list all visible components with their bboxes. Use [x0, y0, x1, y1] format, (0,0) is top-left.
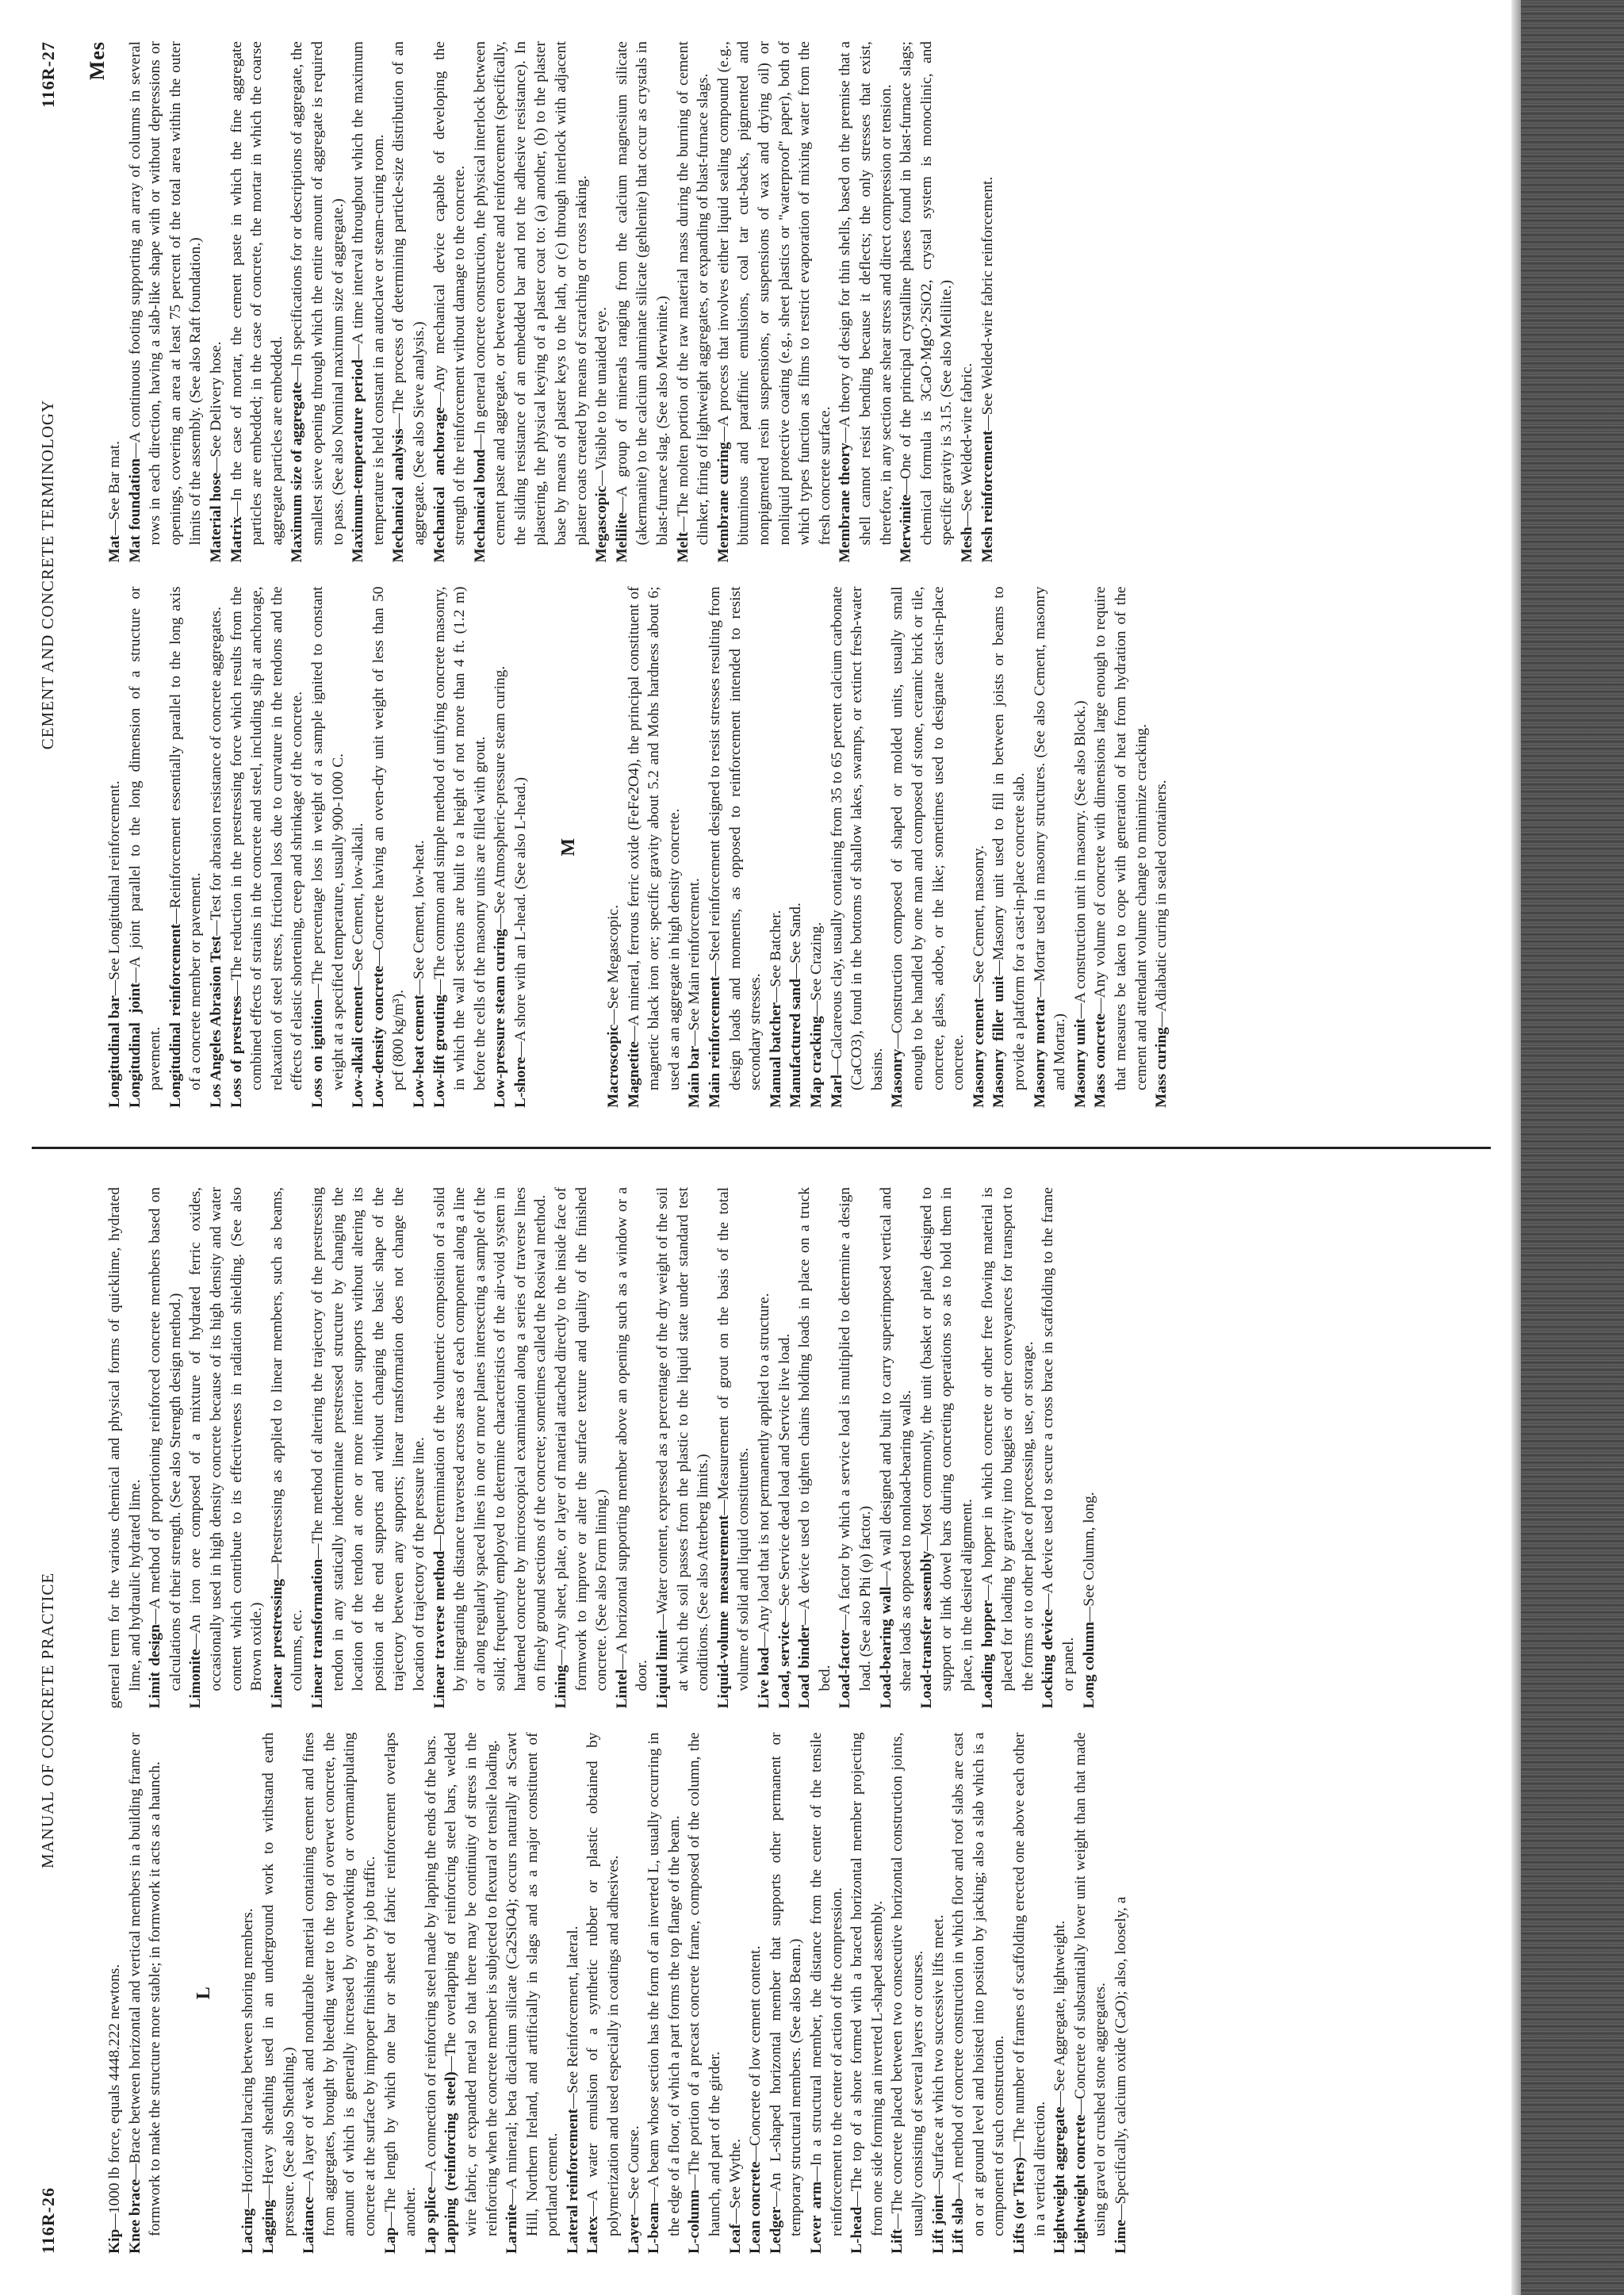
glossary-definition: —See Wythe. [726, 2139, 744, 2224]
glossary-entry [806, 1733, 847, 2255]
glossary-entry [624, 587, 685, 1109]
glossary-term: Lift [889, 2228, 906, 2254]
glossary-term: Material hose [207, 472, 224, 563]
glossary-definition: —A device used to tighten chains holding loads in place on a truck bed. [796, 1187, 833, 1692]
glossary-definition: —Horizontal bracing between shoring members. [239, 1908, 257, 2209]
glossary-entry [673, 41, 714, 563]
glossary-term: Load binder [796, 1624, 814, 1709]
glossary-entry [612, 41, 673, 563]
left-column-2 [105, 1187, 1443, 1709]
glossary-term: Load-transfer assembly [917, 1550, 935, 1709]
glossary-definition: —The method of altering the trajectory of the prestressing tendon in any statically indeterminate prestressed structure by changing the location of the tendon at one or more interior supports without altering its position at the end supports and without changing the basic shape of the trajectory between any supports; linear transformation does not change the location of trajectory of the pressure line. [308, 1187, 427, 1692]
glossary-definition: —Steel reinforcement designed to resist stresses resulting from design loads and moments, as opposed to reinforcement intended to resist secondary stresses. [707, 586, 764, 1090]
glossary-definition: —Concrete of substantially lower unit weight than that made using gravel or crushed stone aggregates. [1071, 1732, 1109, 2236]
glossary-entry [227, 587, 308, 1109]
glossary-entry [745, 1733, 766, 2255]
glossary-entry [348, 587, 369, 1109]
glossary-entry [957, 41, 978, 563]
section-letter-l: L [193, 1987, 214, 2000]
glossary-entry [978, 1187, 1039, 1709]
glossary-term: Lift slab [950, 2197, 967, 2254]
glossary-entry [238, 1733, 259, 2255]
glossary-definition: —Any load that is not permanently applied to a structure. [756, 1293, 772, 1648]
glossary-term: Mass concrete [1092, 1013, 1109, 1108]
glossary-entry [490, 587, 511, 1109]
glossary-entry [929, 1733, 949, 2255]
glossary-definition: —See Main reinforcement. [686, 878, 703, 1046]
glossary-definition: —In general concrete construction, the physical interlock between cement paste and aggregate, or between concrete and reinforcement (specifically, the sliding resistance of an embedded bar and not the adhesive resistance). In plastering, the physical keying of a plaster coat to: (a) another, (b) to the plaster base by means of plaster keys to the lath, or (c) through interlock with adjacent plaster coats created by means of scratching or cross raking. [471, 41, 590, 546]
glossary-term: Macroscopic [605, 1024, 622, 1108]
glossary-definition: —In a structural member, the distance from the center of the tensile reinforcement to the center of action of the compression. [808, 1732, 845, 2236]
glossary-definition: —The common and simple method of unifying concrete masonry, in which the wall sections are built to a height of not more than 4 ft. (1.2 m) before the cells of the masonry units are filled with grout. [431, 586, 488, 1090]
glossary-term: Low-lift grouting [431, 994, 448, 1108]
glossary-term: L-shore [511, 1056, 529, 1108]
glossary-term: Linear prestressing [268, 1579, 285, 1709]
glossary-term: Linear transformation [308, 1558, 326, 1709]
glossary-entry [369, 587, 409, 1109]
glossary-term: Long column [1080, 1622, 1097, 1709]
glossary-entry [684, 1733, 725, 2255]
glossary-entry [227, 41, 288, 563]
glossary-term: Lap splice [422, 2186, 439, 2254]
glossary-term: Masonry mortar [1031, 997, 1048, 1108]
scanner-edge-highlight [1511, 0, 1521, 2295]
glossary-term: Mechanical analysis [390, 428, 408, 563]
glossary-definition: —Specifically, calcium oxide (CaO); also, loosely, a [1112, 1896, 1129, 2220]
glossary-entry [827, 587, 888, 1109]
glossary-definition: —See Cement, masonry. [970, 845, 987, 998]
glossary-entry [430, 41, 470, 563]
glossary-term: Layer [625, 2214, 642, 2254]
glossary-term: Mechanical anchorage [431, 407, 448, 563]
glossary-entry [766, 587, 787, 1109]
glossary-definition: —A theory of design for thin shells, based on the premise that a shell cannot resist bending because it deflects; the only stresses that exist, therefore, in any section are shear stress and direct compression or tension. [837, 41, 894, 546]
glossary-definition: general term for the various chemical and physical forms of quicklime, hydrated lime, and hydraulic hydrated lime. [106, 1187, 144, 1709]
glossary-entry [145, 1187, 186, 1709]
glossary-entry [847, 1733, 887, 2255]
glossary-definition: —The length by which one bar or sheet of fabric reinforcement overlaps another. [381, 1732, 419, 2236]
glossary-entry [348, 41, 389, 563]
glossary-entry [421, 1733, 442, 2255]
glossary-term: Low-heat cement [410, 994, 427, 1108]
glossary-entry [299, 1733, 380, 2255]
glossary-term: Maximum size of aggregate [289, 381, 306, 563]
glossary-term: Los Angeles Abrasion Test [207, 935, 224, 1108]
glossary-term: Megascopic [593, 485, 611, 563]
glossary-definition: —In specifications for or descriptions of aggregate, the smallest sieve opening through which the entire amount of aggregate is required to pass. (See also Nominal maximum size of aggregate.) [289, 41, 347, 546]
glossary-definition: —The portion of a precast concrete frame, composed of the column, the haunch, and part of the girder. [686, 1732, 724, 2236]
glossary-term: Mat foundation [126, 458, 144, 563]
glossary-term: Low-pressure steam curing [492, 929, 509, 1108]
left-page [32, 1171, 1491, 2270]
glossary-term: Ledger [767, 2206, 784, 2254]
glossary-definition: —An L-shaped horizontal member that supports other permanent or temporary structural members. (See also Beam.) [767, 1732, 805, 2236]
glossary-definition: —A water emulsion of a synthetic rubber or plastic obtained by polymerization and used especially in coatings and adhesives. [584, 1732, 622, 2236]
glossary-entry [125, 1733, 166, 2255]
glossary-entry [125, 587, 166, 1109]
glossary-entry [612, 1187, 653, 1709]
glossary-definition: —The molten portion of the raw material mass during the burning of cement clinker, firing of lightweight aggregates, or expanding of blast-furnace slags. [674, 41, 712, 546]
glossary-entry [105, 587, 125, 1109]
glossary-definition: —Water content, expressed as a percentage of the dry weight of the soil at which the soil passes from the plastic to the liquid state under standard test conditions. (See also Atterberg limits.) [654, 1187, 712, 1692]
glossary-definition: —Heavy sheathing used in an underground work to withstand earth pressure. (See also Sheathing.) [259, 1732, 297, 2236]
glossary-definition: —See Column, long. [1080, 1492, 1097, 1623]
glossary-term: Membrane theory [837, 443, 854, 563]
glossary-definition: —The top of a shore formed with a braced horizontal member projecting from one side forming an inverted L-shaped assembly. [848, 1732, 886, 2236]
glossary-entry [551, 1187, 612, 1709]
glossary-entry [948, 1733, 1009, 2255]
glossary-entry [267, 1187, 308, 1709]
glossary-entry [887, 587, 968, 1109]
glossary-term: Maximum-temperature period [350, 359, 367, 563]
glossary-entry [1111, 1733, 1132, 2255]
glossary-definition: —Visible to the unaided eye. [593, 307, 611, 486]
glossary-entry [766, 1733, 806, 2255]
glossary-entry [1071, 587, 1091, 1109]
glossary-term: L-beam [645, 2202, 663, 2254]
glossary-term: Lever arm [808, 2181, 825, 2254]
glossary-entry [206, 587, 227, 1109]
glossary-definition: —Determination of the volumetric composition of a solid by integrating the distance traversed across areas of each component along a line or along regularly spaced lines in one or more planes intersecting a sample of the solid; frequently employed to determine characteristics of the air-void system in hardened concrete by microscopical examination along a series of traverse lines on finely ground sections of the concrete; sometimes called the Rosiwal method. [431, 1187, 550, 1692]
glossary-term: Masonry unit [1071, 1018, 1089, 1108]
glossary-entry [603, 587, 624, 1109]
glossary-entry [206, 41, 227, 563]
right-running-title: CEMENT AND CONCRETE TERMINOLOGY [38, 399, 57, 750]
glossary-entry [308, 1187, 430, 1709]
glossary-term: Main bar [686, 1045, 703, 1108]
glossary-entry [714, 1187, 754, 1709]
glossary-definition: —In the case of mortar, the cement paste in which the fine aggregate particles are embedded; in the case of concrete, the mortar in which the coarse aggregate particles are embedded. [228, 41, 285, 546]
glossary-term: Latex [584, 2216, 602, 2254]
glossary-entry [389, 41, 429, 563]
glossary-entry [1038, 1187, 1078, 1709]
glossary-term: Knee brace [126, 2178, 144, 2254]
left-folio: 116R-26 [38, 2187, 58, 2254]
glossary-term: Lining [553, 1665, 570, 1709]
glossary-term: Lagging [259, 2200, 277, 2254]
glossary-term: Mechanical bond [471, 449, 488, 563]
glossary-definition: —See Course. [625, 2125, 642, 2215]
glossary-term: Membrane curing [714, 442, 732, 563]
glossary-entry [705, 587, 766, 1109]
glossary-definition: —A factor by which a service load is multiplied to determine a design load. (See also Phi (φ) factor.) [837, 1187, 874, 1692]
glossary-term: Load-bearing wall [877, 1586, 894, 1709]
glossary-entry [835, 1187, 875, 1709]
glossary-term: Lift joint [929, 2194, 947, 2254]
glossary-entry [887, 1733, 928, 2255]
glossary-term: Loss of prestress [228, 995, 245, 1108]
glossary-definition: —A layer of weak and nondurable material containing cement and fines from aggregates, brought by bleeding water to the top of overwet concrete, the amount of which is generally increased by overworking or overmanipulating concrete at the surface by improper finishing or by job traffic. [301, 1732, 378, 2236]
glossary-term: Magnetite [625, 1041, 642, 1108]
glossary-definition: —See Welded-wire fabric reinforcement. [979, 176, 996, 431]
glossary-term: Merwinite [898, 494, 915, 563]
glossary-term: Longitudinal bar [106, 995, 123, 1108]
scanner-edge [1521, 0, 1624, 2295]
glossary-term: L-column [686, 2190, 703, 2254]
glossary-entry [876, 1187, 917, 1709]
glossary-definition: —A continuous footing supporting an array of columns in several rows in each direction, having a slab-like shape with or without depressions or openings, covering an area at least 75 percent of the total area within the outer limits of the assembly. (See also Raft foundation.) [126, 41, 205, 546]
glossary-term: Liquid limit [654, 1629, 672, 1709]
glossary-definition: —Surface at which two successive lifts meet. [929, 1914, 947, 2195]
glossary-definition: —Reinforcement essentially parallel to the long axis of a concrete member or pavement. [167, 586, 205, 1090]
glossary-definition: —See Crazing. [808, 921, 825, 1017]
glossary-entry [1079, 1187, 1100, 1709]
glossary-definition: —See Longitudinal reinforcement. [106, 780, 123, 996]
glossary-entry [795, 1187, 835, 1709]
right-column-2 [105, 41, 1443, 563]
glossary-definition: —See Bar mat. [106, 441, 123, 536]
left-running-head [38, 1187, 70, 2254]
glossary-entry [1050, 1733, 1071, 2255]
glossary-entry [714, 41, 836, 563]
left-column-1 [105, 1733, 1443, 2255]
glossary-term: Lifts (or Tiers) [1010, 2157, 1028, 2254]
glossary-entry [653, 1187, 714, 1709]
glossary-entry [430, 587, 491, 1109]
glossary-term: Lean concrete [747, 2161, 764, 2254]
glossary-term: Leaf [726, 2224, 744, 2254]
glossary-entry [726, 1733, 746, 2255]
glossary-term: Lateral reinforcement [564, 2109, 581, 2254]
glossary-definition: —See Aggregate, lightweight. [1051, 1920, 1069, 2107]
glossary-entry [896, 41, 957, 563]
glossary-term: Linear traverse method [431, 1550, 448, 1709]
glossary-entry [969, 587, 990, 1109]
right-column-1 [105, 587, 1443, 1109]
glossary-definition: —A device used to secure a cross brace in scaffolding to the frame or panel. [1040, 1187, 1077, 1692]
glossary-definition: —See Reinforcement, lateral. [564, 1925, 581, 2109]
glossary-term: Main reinforcement [707, 976, 724, 1108]
glossary-term: Liquid-volume measurement [714, 1515, 732, 1709]
glossary-definition: —One of the principal crystalline phases found in blast-furnace slags; chemical formula is 3CaO·MgO·2SiO2, crystal system is monoclinic, and specific gravity is 3.15. (See also Melilite.) [898, 41, 956, 546]
glossary-definition: —The process of determining particle-size distribution of an aggregate. (See also Sieve analysis.) [390, 41, 427, 546]
glossary-entry [409, 587, 430, 1109]
glossary-definition: —Prestressing as applied to linear members, such as beams, columns, etc. [268, 1187, 306, 1692]
glossary-definition: —Concrete of low cement content. [747, 1945, 764, 2162]
glossary-definition: —The reduction in the prestressing force which results from the combined effects of strains in the concrete and steel, including slip at anchorage, relaxation of steel stress, frictional loss due to curvature in the tendons and the effects of elastic shortening, creep and shrinkage of the concrete. [228, 586, 306, 1090]
page-gutter [32, 1147, 1491, 1149]
glossary-definition: —Brace between horizontal and vertical members in a building frame or formwork to make the structure more stable; in formwork it acts as a haunch. [126, 1732, 164, 2236]
glossary-entry [511, 587, 531, 1109]
section-letter-m: M [558, 837, 580, 856]
glossary-entry [644, 1733, 684, 2255]
glossary-term: Load, service [776, 1621, 793, 1709]
glossary-entry [186, 1187, 266, 1709]
glossary-term: Limit design [147, 1624, 164, 1709]
glossary-definition: —A time interval throughout which the maximum temperature is held constant in an autoclave or steam-curing room. [350, 41, 387, 546]
glossary-term: Lacing [239, 2208, 257, 2254]
glossary-definition: —The number of frames of scaffolding erected one above each other in a vertical direction. [1010, 1732, 1048, 2236]
glossary-term: Longitudinal joint [126, 983, 144, 1108]
glossary-definition: —A beam whose section has the form of an inverted L, usually occurring in the edge of a floor, of which a part forms the top flange of the beam. [645, 1732, 683, 2236]
glossary-term: Low-alkali cement [350, 986, 367, 1108]
glossary-term: Manual batcher [767, 1002, 784, 1108]
glossary-term: Melilite [613, 511, 630, 563]
glossary-entry [502, 1733, 563, 2255]
glossary-term: Live load [756, 1647, 772, 1709]
glossary-definition: —A method of concrete construction in which floor and roof slabs are cast on or at ground level and hoisted into position by jacking; also a slab which is a component of such construction. [950, 1732, 1008, 2236]
glossary-entry [105, 41, 125, 563]
glossary-definition: —The overlapping of reinforcing steel bars, welded wire fabric, or expanded metal so that there may be continuity of stress in the reinforcing when the concrete member is subjected to flexural or tensile loading. [442, 1732, 500, 2236]
glossary-definition: —The concrete placed between two consecutive horizontal construction joints, usually consisting of several layers or courses. [889, 1732, 926, 2236]
glossary-entry [287, 41, 348, 563]
glossary-term: Lintel [613, 1669, 630, 1709]
glossary-definition: —See Batcher. [767, 910, 784, 1002]
glossary-term: Limonite [187, 1649, 205, 1709]
glossary-entry [1030, 587, 1071, 1109]
glossary-entry [1009, 1733, 1050, 2255]
glossary-entry [308, 587, 348, 1109]
glossary-term: Kip [106, 2228, 123, 2254]
glossary-definition: —The percentage loss in weight of a sample ignited to constant weight at a specified temperature, usually 900-1000 C. [308, 586, 347, 1090]
glossary-entry [470, 41, 592, 563]
glossary-entry [441, 1733, 502, 2255]
glossary-term: Locking device [1040, 1608, 1057, 1709]
glossary-definition: —Adiabatic curing in sealed containers. [1153, 780, 1170, 1028]
glossary-term: Lightweight aggregate [1051, 2106, 1069, 2254]
glossary-term: Masonry filler unit [990, 975, 1008, 1108]
glossary-entry [917, 1187, 978, 1709]
glossary-entry [754, 1187, 775, 1709]
glossary-definition: —Concrete having an oven-dry unit weight of less than 50 pcf (800 kg/m³). [370, 586, 408, 1090]
glossary-definition: —Any sheet, plate, or layer of material attached directly to the inside face of formwork to improve or alter the surface texture and quality of the finished concrete. (See also Form lining.) [553, 1187, 611, 1692]
glossary-definition: —A mineral; beta dicalcium silicate (Ca2SiO4); occurs naturally at Scawt Hill, Northern Ireland, and artificially in slags and as a major constituent of portland cement. [504, 1732, 561, 2236]
glossary-entry [1090, 587, 1151, 1109]
glossary-term: Mat [106, 535, 123, 563]
glossary-entry [978, 41, 998, 563]
glossary-term: Matrix [228, 516, 245, 563]
glossary-definition: —Measurement of grout on the basis of the total volume of solid and liquid constituents. [714, 1187, 753, 1692]
glossary-term: Manufactured sand [787, 979, 805, 1108]
glossary-definition: —A wall designed and built to carry superimposed vertical and shear loads as opposed to nonload-bearing walls. [877, 1187, 915, 1692]
glossary-entry [259, 1733, 299, 2255]
glossary-definition: —Most commonly, the unit (basket or plate) designed to support or link dowel bars during concreting operations so as to hold them in place, in the desired alignment. [917, 1187, 975, 1692]
glossary-entry [105, 1733, 125, 2255]
glossary-entry [786, 587, 806, 1109]
right-folio: 116R-27 [38, 41, 58, 108]
glossary-term: Lightweight concrete [1071, 2114, 1089, 2254]
glossary-definition: —See Delivery hose. [207, 341, 224, 473]
glossary-definition: —Calcareous clay, usually containing from 35 to 65 percent calcium carbonate (CaCO3), found in the bottoms of shallow lakes, swamps, or extinct fresh-water basins. [828, 586, 886, 1090]
glossary-definition: —Test for abrasion resistance of concrete aggregates. [207, 607, 224, 936]
glossary-entry [105, 1187, 145, 1709]
glossary-definition: —An iron ore composed of a mixture of hydrated ferric oxides, occasionally used in high density concrete because of its high density and water content which contribute to its effectiveness in radiation shielding. (See also Brown oxide.) [187, 1187, 266, 1692]
glossary-term: Laitance [301, 2196, 318, 2254]
glossary-term: Marl [828, 1075, 845, 1108]
glossary-entry [166, 587, 206, 1109]
glossary-definition: —A shore with an L-head. (See also L-head.) [511, 777, 529, 1057]
glossary-definition: —Masonry unit used to fill in between joists or beams to provide a platform for a cast-in-place concrete slab. [990, 586, 1028, 1090]
glossary-definition: —1000 lb force, equals 4448.222 newtons. [106, 1964, 123, 2229]
glossary-definition: —See Cement, low-alkali. [350, 822, 367, 987]
glossary-definition: —A joint parallel to the long dimension of a structure or pavement. [126, 586, 164, 1090]
glossary-term: Loading hopper [979, 1600, 996, 1709]
glossary-term: Lap [381, 2227, 399, 2254]
glossary-definition: —A construction unit in masonry. (See also Block.) [1071, 700, 1089, 1019]
glossary-entry [1151, 587, 1172, 1109]
glossary-definition: —Mortar used in masonry structures. (See also Cement, masonry and Mortar.) [1031, 586, 1069, 1090]
glossary-term: L-head [848, 2206, 866, 2254]
glossary-term: Masonry cement [970, 998, 987, 1108]
glossary-definition: —Any mechanical device capable of developing the strength of the reinforcement without damage to the concrete. [431, 41, 469, 546]
glossary-definition: —Any volume of concrete with dimensions large enough to require that measures be taken to cope with generation of heat from hydration of the cement and attendant volume change to minimize cracking. [1092, 586, 1150, 1090]
glossary-entry [583, 1733, 623, 2255]
glossary-definition: —See Sand. [787, 902, 805, 979]
glossary-entry [775, 1187, 795, 1709]
glossary-term: Lime [1112, 2219, 1129, 2254]
glossary-term: Masonry [889, 1048, 906, 1108]
glossary-entry [806, 587, 827, 1109]
glossary-entry [430, 1187, 552, 1709]
glossary-definition: —See Service dead load and Service live load. [776, 1333, 793, 1622]
glossary-entry [684, 587, 705, 1109]
glossary-definition: —A horizontal supporting member above an opening such as a window or a door. [613, 1187, 651, 1692]
glossary-definition: —See Welded-wire fabric. [958, 362, 975, 527]
glossary-definition: —Construction composed of shaped or molded units, usually small enough to be handled by one man and composed of stone, ceramic brick or tile, concrete, glass, adobe, or the like; sometimes used to designate cast-in-place concrete. [889, 586, 967, 1090]
glossary-definition: —A connection of reinforcing steel made by lapping the ends of the bars. [422, 1735, 439, 2187]
glossary-definition: —See Atmospheric-pressure steam curing. [492, 665, 509, 929]
glossary-entry [989, 587, 1029, 1109]
glossary-definition: —See Megascopic. [605, 905, 622, 1025]
glossary-term: Lapping (reinforcing steel) [442, 2071, 460, 2254]
glossary-entry [125, 41, 206, 563]
book-spread [32, 25, 1491, 2270]
glossary-entry [1071, 1733, 1111, 2255]
glossary-entry [563, 1733, 584, 2255]
right-running-head [38, 41, 109, 1108]
glossary-entry [835, 41, 896, 563]
glossary-term: Load-factor [837, 1630, 854, 1709]
glossary-term: Mass curing [1153, 1027, 1170, 1108]
left-running-title: MANUAL OF CONCRETE PRACTICE [38, 1572, 57, 1869]
glossary-definition: —A mineral, ferrous ferric oxide (FeFe2O4), the principal constituent of magnetic black iron ore; specific gravity about 5.2 and Mohs hardness about 6; used as an aggregate in high density concrete. [625, 586, 683, 1090]
glossary-entry [624, 1733, 645, 2255]
glossary-term: Loss on ignition [308, 999, 326, 1108]
glossary-term: Low-density concrete [370, 965, 387, 1108]
glossary-term: Melt [674, 531, 691, 563]
glossary-entry [592, 41, 612, 563]
glossary-entry [381, 1733, 421, 2255]
guide-word: Mes [86, 41, 109, 81]
glossary-term: Mesh reinforcement [979, 430, 996, 563]
glossary-term: Map cracking [808, 1016, 825, 1108]
glossary-definition: —A group of minerals ranging from the calcium magnesium silicate (akermanite) to the calcium aluminate silicate (gehlenite) that occur as crystals in blast-furnace slag. (See also Merwinite.) [613, 41, 672, 546]
glossary-definition: —A method of proportioning reinforced concrete members based on calculations of their strength. (See also Strength design method.) [147, 1187, 184, 1692]
right-page [32, 25, 1491, 1124]
glossary-term: Larnite [504, 2204, 521, 2254]
glossary-definition: —A process that involves either liquid sealing compound (e.g., bituminous and paraffinic emulsions, coal tar cut-backs, pigmented and nonpigmented resin suspensions, or suspensions of wax and drying oil) or nonliquid protective coating (e.g., sheet plastics or "waterproof" paper), both of which types function as films to restrict evaporation of mixing water from the fresh concrete surface. [714, 41, 833, 546]
glossary-definition: —See Cement, low-heat. [410, 840, 427, 995]
glossary-definition: —A hopper in which concrete or other free flowing material is placed for loading by gravity into buggies or other conveyances for transport to the forms or to other place of processing, use, or storage. [979, 1187, 1036, 1692]
glossary-term: Longitudinal reinforcement [167, 923, 184, 1108]
glossary-term: Mesh [958, 527, 975, 563]
